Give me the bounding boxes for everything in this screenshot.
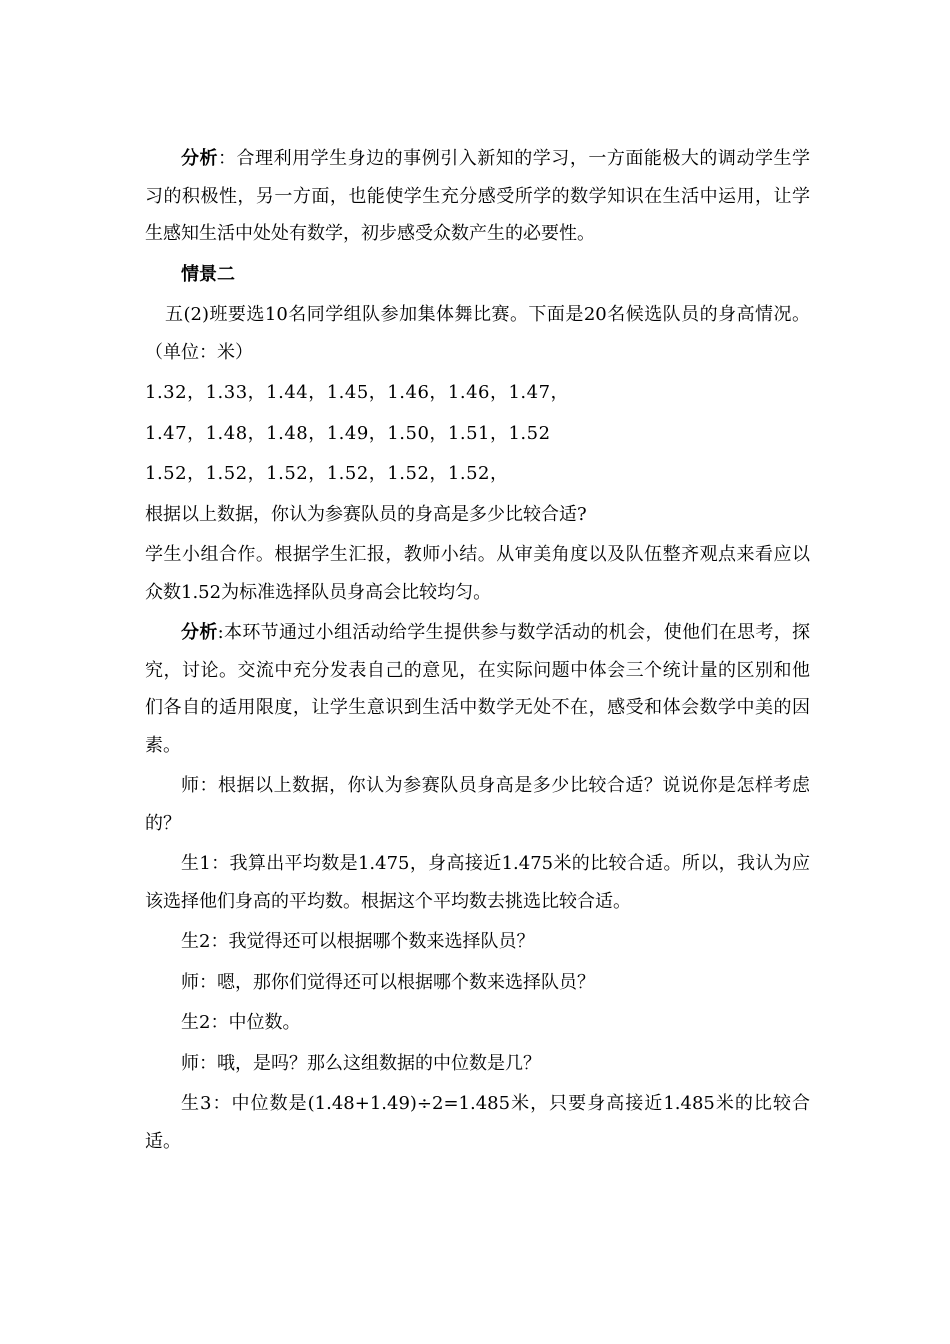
analysis-label: 分析 (181, 148, 219, 169)
dialogue-line: 生2：我觉得还可以根据哪个数来选择队员？ (181, 931, 535, 952)
data-line-3: 1.52，1.52，1.52，1.52，1.52，1.52， (145, 463, 509, 484)
document-page (145, 140, 810, 1163)
analysis-text: :本环节通过小组活动给学生提供参与数学活动的机会，使他们在思考，探究，讨论。交流中充分发表自己的意见，在实际问题中体会三个统计量的区别和他们各自的适用限度，让学生意识到生活中数学无处不在，感受和体会数学中美的因素。 (145, 622, 811, 756)
analysis-label: 分析 (181, 622, 218, 643)
analysis-text: ：合理利用学生身边的事例引入新知的学习，一方面能极大的调动学生学习的积极性，另一方面，也能使学生充分感受所学的数学知识在生活中运用，让学生感知生活中处处有数学，初步感受众数产生的必要性。 (145, 148, 810, 244)
dialogue-line: 生1：我算出平均数是1.475，身高接近1.475米的比较合适。所以，我认为应该选择他们身高的平均数。根据这个平均数去挑选比较合适。 (145, 853, 810, 912)
scene-summary: 学生小组合作。根据学生汇报，教师小结。从审美角度以及队伍整齐观点来看应以众数1.52为标准选择队员身高会比较均匀。 (145, 544, 810, 603)
analysis-paragraph-2 (145, 614, 810, 764)
data-line-2: 1.47，1.48，1.48，1.49，1.50，1.51，1.52 (145, 422, 551, 444)
dialogue-line: 师：哦，是吗？那么这组数据的中位数是几？ (181, 1052, 541, 1074)
scene-intro: 五(2)班要选10名同学组队参加集体舞比赛。下面是20名候选队员的身高情况。（单位：米） (145, 304, 810, 363)
dialogue-line: 生3：中位数是(1.48+1.49)÷2=1.485米，只要身高接近1.485米的比较合适。 (145, 1093, 810, 1152)
analysis-paragraph-1 (145, 140, 810, 253)
dialogue-line: 师：嗯，那你们觉得还可以根据哪个数来选择队员？ (181, 971, 595, 993)
data-line-1: 1.32，1.33，1.44，1.45，1.46，1.46，1.47， (145, 382, 570, 403)
section-heading: 情景二 (181, 263, 235, 285)
scene-question: 根据以上数据，你认为参赛队员的身高是多少比较合适? (145, 503, 587, 525)
dialogue-line: 生2：中位数。 (181, 1012, 301, 1033)
dialogue-line: 师：根据以上数据，你认为参赛队员身高是多少比较合适？说说你是怎样考虑的？ (145, 775, 810, 834)
